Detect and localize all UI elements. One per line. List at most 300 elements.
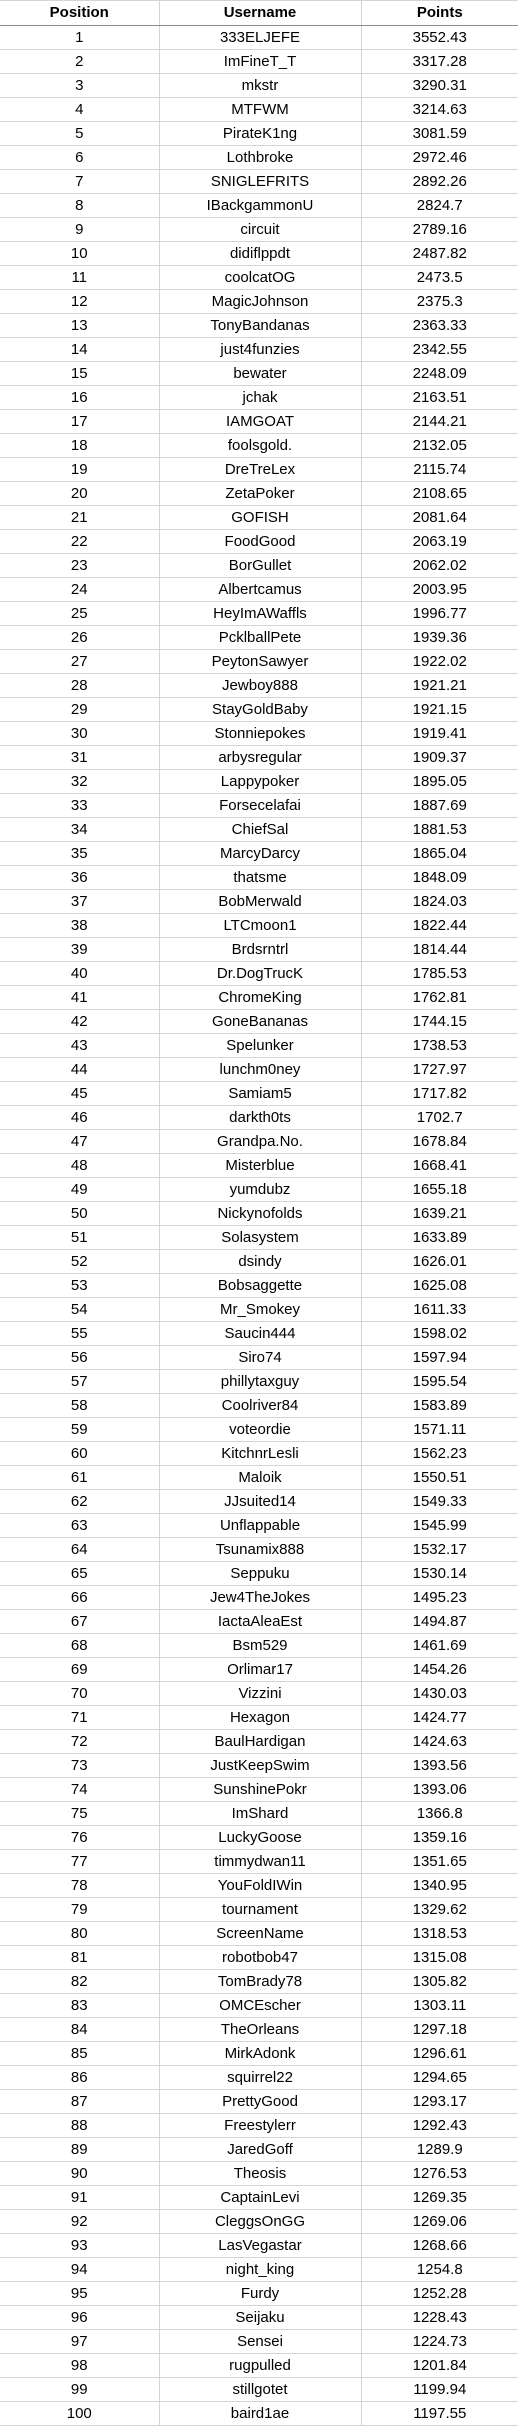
position-cell: 44: [0, 1058, 159, 1082]
username-cell: MagicJohnson: [159, 290, 361, 314]
username-cell: Solasystem: [159, 1226, 361, 1250]
table-row: [0, 1970, 518, 1994]
points-cell: 2063.19: [361, 530, 518, 554]
table-row: [0, 1370, 518, 1394]
table-row: [0, 1634, 518, 1658]
username-cell: lunchm0ney: [159, 1058, 361, 1082]
points-cell: 1297.18: [361, 2018, 518, 2042]
points-cell: 1678.84: [361, 1130, 518, 1154]
position-cell: 25: [0, 602, 159, 626]
points-cell: 1626.01: [361, 1250, 518, 1274]
points-cell: 1922.02: [361, 650, 518, 674]
table-row: [0, 1514, 518, 1538]
position-cell: 33: [0, 794, 159, 818]
points-cell: 1293.17: [361, 2090, 518, 2114]
table-row: [0, 1850, 518, 1874]
table-row: [0, 2378, 518, 2402]
position-cell: 67: [0, 1610, 159, 1634]
table-row: [0, 1490, 518, 1514]
points-cell: 1919.41: [361, 722, 518, 746]
username-cell: ScreenName: [159, 1922, 361, 1946]
points-cell: 1430.03: [361, 1682, 518, 1706]
table-row: [0, 698, 518, 722]
points-cell: 1532.17: [361, 1538, 518, 1562]
points-cell: 1294.65: [361, 2066, 518, 2090]
position-cell: 54: [0, 1298, 159, 1322]
username-cell: squirrel22: [159, 2066, 361, 2090]
position-cell: 35: [0, 842, 159, 866]
header-row: [0, 1, 518, 26]
points-cell: 1530.14: [361, 1562, 518, 1586]
position-cell: 52: [0, 1250, 159, 1274]
position-cell: 22: [0, 530, 159, 554]
username-cell: Theosis: [159, 2162, 361, 2186]
table-row: [0, 1706, 518, 1730]
position-cell: 6: [0, 146, 159, 170]
position-cell: 14: [0, 338, 159, 362]
table-row: [0, 1130, 518, 1154]
points-cell: 1865.04: [361, 842, 518, 866]
points-cell: 1655.18: [361, 1178, 518, 1202]
username-column-header: Username: [159, 1, 361, 26]
username-cell: Jew4TheJokes: [159, 1586, 361, 1610]
position-cell: 11: [0, 266, 159, 290]
position-cell: 51: [0, 1226, 159, 1250]
points-cell: 1318.53: [361, 1922, 518, 1946]
table-row: [0, 1106, 518, 1130]
username-cell: BaulHardigan: [159, 1730, 361, 1754]
table-row: [0, 434, 518, 458]
position-cell: 50: [0, 1202, 159, 1226]
position-cell: 75: [0, 1802, 159, 1826]
points-cell: 1814.44: [361, 938, 518, 962]
table-row: [0, 338, 518, 362]
table-row: [0, 170, 518, 194]
table-row: [0, 2402, 518, 2426]
points-cell: 1252.28: [361, 2282, 518, 2306]
points-cell: 1625.08: [361, 1274, 518, 1298]
username-cell: yumdubz: [159, 1178, 361, 1202]
username-cell: SunshinePokr: [159, 1778, 361, 1802]
username-cell: mkstr: [159, 74, 361, 98]
table-row: [0, 2234, 518, 2258]
table-row: [0, 1274, 518, 1298]
username-cell: JaredGoff: [159, 2138, 361, 2162]
username-cell: OMCEscher: [159, 1994, 361, 2018]
points-cell: 1822.44: [361, 914, 518, 938]
username-cell: PeytonSawyer: [159, 650, 361, 674]
points-cell: 1254.8: [361, 2258, 518, 2282]
table-row: [0, 650, 518, 674]
position-cell: 70: [0, 1682, 159, 1706]
username-cell: robotbob47: [159, 1946, 361, 1970]
position-cell: 39: [0, 938, 159, 962]
points-cell: 2144.21: [361, 410, 518, 434]
table-row: [0, 1226, 518, 1250]
position-cell: 34: [0, 818, 159, 842]
table-row: [0, 1754, 518, 1778]
table-row: [0, 1202, 518, 1226]
points-cell: 1549.33: [361, 1490, 518, 1514]
table-row: [0, 2162, 518, 2186]
position-cell: 68: [0, 1634, 159, 1658]
position-cell: 88: [0, 2114, 159, 2138]
points-cell: 2375.3: [361, 290, 518, 314]
table-row: [0, 1994, 518, 2018]
position-cell: 3: [0, 74, 159, 98]
username-cell: ZetaPoker: [159, 482, 361, 506]
username-cell: Jewboy888: [159, 674, 361, 698]
points-cell: 1199.94: [361, 2378, 518, 2402]
points-cell: 1921.15: [361, 698, 518, 722]
username-cell: Spelunker: [159, 1034, 361, 1058]
position-cell: 83: [0, 1994, 159, 2018]
table-row: [0, 218, 518, 242]
table-row: [0, 122, 518, 146]
table-row: [0, 2090, 518, 2114]
username-cell: JustKeepSwim: [159, 1754, 361, 1778]
points-cell: 1268.66: [361, 2234, 518, 2258]
table-row: [0, 1730, 518, 1754]
table-row: [0, 842, 518, 866]
table-row: [0, 1538, 518, 1562]
table-row: [0, 602, 518, 626]
username-cell: ChiefSal: [159, 818, 361, 842]
table-row: [0, 2042, 518, 2066]
table-row: [0, 890, 518, 914]
username-cell: HeyImAWaffls: [159, 602, 361, 626]
position-cell: 29: [0, 698, 159, 722]
position-cell: 77: [0, 1850, 159, 1874]
position-cell: 37: [0, 890, 159, 914]
points-cell: 1289.9: [361, 2138, 518, 2162]
points-cell: 2972.46: [361, 146, 518, 170]
points-cell: 1305.82: [361, 1970, 518, 1994]
points-cell: 1197.55: [361, 2402, 518, 2426]
position-cell: 94: [0, 2258, 159, 2282]
position-cell: 24: [0, 578, 159, 602]
username-cell: MTFWM: [159, 98, 361, 122]
username-cell: ImShard: [159, 1802, 361, 1826]
username-cell: JJsuited14: [159, 1490, 361, 1514]
points-cell: 1909.37: [361, 746, 518, 770]
table-row: [0, 626, 518, 650]
username-cell: darkth0ts: [159, 1106, 361, 1130]
username-cell: foolsgold.: [159, 434, 361, 458]
points-cell: 1598.02: [361, 1322, 518, 1346]
table-row: [0, 1178, 518, 1202]
position-cell: 10: [0, 242, 159, 266]
table-row: [0, 314, 518, 338]
username-cell: CleggsOnGG: [159, 2210, 361, 2234]
username-cell: CaptainLevi: [159, 2186, 361, 2210]
position-cell: 60: [0, 1442, 159, 1466]
username-cell: LuckyGoose: [159, 1826, 361, 1850]
points-cell: 1887.69: [361, 794, 518, 818]
username-cell: Misterblue: [159, 1154, 361, 1178]
position-cell: 9: [0, 218, 159, 242]
table-row: [0, 2114, 518, 2138]
username-cell: LasVegastar: [159, 2234, 361, 2258]
table-row: [0, 2186, 518, 2210]
points-cell: 1224.73: [361, 2330, 518, 2354]
table-row: [0, 2066, 518, 2090]
table-row: [0, 266, 518, 290]
position-cell: 62: [0, 1490, 159, 1514]
table-row: [0, 1610, 518, 1634]
table-row: [0, 242, 518, 266]
username-cell: DreTreLex: [159, 458, 361, 482]
username-cell: BorGullet: [159, 554, 361, 578]
points-cell: 1393.06: [361, 1778, 518, 1802]
table-row: [0, 1826, 518, 1850]
position-cell: 93: [0, 2234, 159, 2258]
position-cell: 84: [0, 2018, 159, 2042]
table-row: [0, 290, 518, 314]
username-cell: IactaAleaEst: [159, 1610, 361, 1634]
username-cell: StayGoldBaby: [159, 698, 361, 722]
position-cell: 16: [0, 386, 159, 410]
position-cell: 65: [0, 1562, 159, 1586]
position-cell: 20: [0, 482, 159, 506]
points-cell: 1550.51: [361, 1466, 518, 1490]
position-cell: 49: [0, 1178, 159, 1202]
username-cell: KitchnrLesli: [159, 1442, 361, 1466]
position-cell: 82: [0, 1970, 159, 1994]
position-cell: 100: [0, 2402, 159, 2426]
points-cell: 2487.82: [361, 242, 518, 266]
position-cell: 30: [0, 722, 159, 746]
table-row: [0, 1922, 518, 1946]
position-cell: 57: [0, 1370, 159, 1394]
position-column-header: Position: [0, 1, 159, 26]
table-row: [0, 986, 518, 1010]
username-cell: bewater: [159, 362, 361, 386]
points-cell: 1545.99: [361, 1514, 518, 1538]
position-cell: 79: [0, 1898, 159, 1922]
username-cell: TonyBandanas: [159, 314, 361, 338]
table-row: [0, 1346, 518, 1370]
username-cell: PrettyGood: [159, 2090, 361, 2114]
username-cell: phillytaxguy: [159, 1370, 361, 1394]
position-cell: 87: [0, 2090, 159, 2114]
points-cell: 1824.03: [361, 890, 518, 914]
position-cell: 92: [0, 2210, 159, 2234]
position-cell: 15: [0, 362, 159, 386]
position-cell: 32: [0, 770, 159, 794]
username-cell: Hexagon: [159, 1706, 361, 1730]
table-row: [0, 1082, 518, 1106]
position-cell: 45: [0, 1082, 159, 1106]
table-row: [0, 722, 518, 746]
table-row: [0, 1058, 518, 1082]
username-cell: FoodGood: [159, 530, 361, 554]
username-cell: TheOrleans: [159, 2018, 361, 2042]
position-cell: 85: [0, 2042, 159, 2066]
table-row: [0, 26, 518, 50]
table-row: [0, 1778, 518, 1802]
points-cell: 2248.09: [361, 362, 518, 386]
points-cell: 2342.55: [361, 338, 518, 362]
username-cell: jchak: [159, 386, 361, 410]
position-cell: 91: [0, 2186, 159, 2210]
username-cell: 333ELJEFE: [159, 26, 361, 50]
position-cell: 86: [0, 2066, 159, 2090]
username-cell: IAMGOAT: [159, 410, 361, 434]
table-row: [0, 146, 518, 170]
username-cell: night_king: [159, 2258, 361, 2282]
table-row: [0, 794, 518, 818]
points-cell: 1996.77: [361, 602, 518, 626]
username-cell: ImFineT_T: [159, 50, 361, 74]
table-row: [0, 2306, 518, 2330]
username-cell: circuit: [159, 218, 361, 242]
table-row: [0, 1682, 518, 1706]
position-cell: 89: [0, 2138, 159, 2162]
points-cell: 2003.95: [361, 578, 518, 602]
position-cell: 99: [0, 2378, 159, 2402]
table-row: [0, 530, 518, 554]
points-cell: 1366.8: [361, 1802, 518, 1826]
username-cell: Nickynofolds: [159, 1202, 361, 1226]
points-cell: 1848.09: [361, 866, 518, 890]
position-cell: 27: [0, 650, 159, 674]
username-cell: GOFISH: [159, 506, 361, 530]
points-cell: 1921.21: [361, 674, 518, 698]
username-cell: MirkAdonk: [159, 2042, 361, 2066]
position-cell: 74: [0, 1778, 159, 1802]
table-row: [0, 554, 518, 578]
points-cell: 1329.62: [361, 1898, 518, 1922]
table-row: [0, 1010, 518, 1034]
position-cell: 7: [0, 170, 159, 194]
points-cell: 1495.23: [361, 1586, 518, 1610]
position-cell: 96: [0, 2306, 159, 2330]
username-cell: SNIGLEFRITS: [159, 170, 361, 194]
points-cell: 1633.89: [361, 1226, 518, 1250]
table-row: [0, 1298, 518, 1322]
username-cell: Coolriver84: [159, 1394, 361, 1418]
table-row: [0, 818, 518, 842]
position-cell: 26: [0, 626, 159, 650]
points-cell: 3214.63: [361, 98, 518, 122]
username-cell: Dr.DogTrucK: [159, 962, 361, 986]
points-cell: 1296.61: [361, 2042, 518, 2066]
username-cell: Lappypoker: [159, 770, 361, 794]
position-cell: 73: [0, 1754, 159, 1778]
points-cell: 1668.41: [361, 1154, 518, 1178]
username-cell: stillgotet: [159, 2378, 361, 2402]
points-cell: 1595.54: [361, 1370, 518, 1394]
table-row: [0, 1322, 518, 1346]
table-row: [0, 50, 518, 74]
points-cell: 1303.11: [361, 1994, 518, 2018]
position-cell: 41: [0, 986, 159, 1010]
username-cell: Maloik: [159, 1466, 361, 1490]
points-cell: 1881.53: [361, 818, 518, 842]
table-row: [0, 1946, 518, 1970]
points-cell: 3081.59: [361, 122, 518, 146]
username-cell: Grandpa.No.: [159, 1130, 361, 1154]
username-cell: Vizzini: [159, 1682, 361, 1706]
table-row: [0, 1586, 518, 1610]
username-cell: YouFoldIWin: [159, 1874, 361, 1898]
position-cell: 18: [0, 434, 159, 458]
position-cell: 5: [0, 122, 159, 146]
points-cell: 2062.02: [361, 554, 518, 578]
points-cell: 1939.36: [361, 626, 518, 650]
points-cell: 3290.31: [361, 74, 518, 98]
points-cell: 1454.26: [361, 1658, 518, 1682]
position-cell: 40: [0, 962, 159, 986]
points-cell: 2132.05: [361, 434, 518, 458]
position-cell: 19: [0, 458, 159, 482]
points-cell: 2363.33: [361, 314, 518, 338]
table-row: [0, 1874, 518, 1898]
points-cell: 1744.15: [361, 1010, 518, 1034]
username-cell: PirateK1ng: [159, 122, 361, 146]
points-cell: 1611.33: [361, 1298, 518, 1322]
points-cell: 1276.53: [361, 2162, 518, 2186]
username-cell: thatsme: [159, 866, 361, 890]
position-cell: 47: [0, 1130, 159, 1154]
table-row: [0, 1898, 518, 1922]
username-cell: timmydwan11: [159, 1850, 361, 1874]
username-cell: arbysregular: [159, 746, 361, 770]
username-cell: Bobsaggette: [159, 1274, 361, 1298]
points-cell: 1895.05: [361, 770, 518, 794]
points-cell: 1340.95: [361, 1874, 518, 1898]
points-cell: 2115.74: [361, 458, 518, 482]
username-cell: Siro74: [159, 1346, 361, 1370]
points-cell: 1597.94: [361, 1346, 518, 1370]
position-cell: 21: [0, 506, 159, 530]
table-row: [0, 386, 518, 410]
points-cell: 1359.16: [361, 1826, 518, 1850]
points-cell: 1424.77: [361, 1706, 518, 1730]
position-cell: 90: [0, 2162, 159, 2186]
username-cell: GoneBananas: [159, 1010, 361, 1034]
position-cell: 12: [0, 290, 159, 314]
points-cell: 1727.97: [361, 1058, 518, 1082]
table-row: [0, 866, 518, 890]
table-row: [0, 962, 518, 986]
username-cell: Samiam5: [159, 1082, 361, 1106]
points-cell: 1785.53: [361, 962, 518, 986]
table-row: [0, 1658, 518, 1682]
position-cell: 71: [0, 1706, 159, 1730]
username-cell: Sensei: [159, 2330, 361, 2354]
username-cell: Lothbroke: [159, 146, 361, 170]
points-cell: 1571.11: [361, 1418, 518, 1442]
position-cell: 98: [0, 2354, 159, 2378]
table-row: [0, 1250, 518, 1274]
table-row: [0, 1154, 518, 1178]
table-row: [0, 1394, 518, 1418]
table-row: [0, 2210, 518, 2234]
username-cell: Bsm529: [159, 1634, 361, 1658]
position-cell: 55: [0, 1322, 159, 1346]
position-cell: 76: [0, 1826, 159, 1850]
table-row: [0, 674, 518, 698]
username-cell: Brdsrntrl: [159, 938, 361, 962]
username-cell: BobMerwald: [159, 890, 361, 914]
username-cell: Mr_Smokey: [159, 1298, 361, 1322]
position-cell: 46: [0, 1106, 159, 1130]
table-row: [0, 1034, 518, 1058]
username-cell: Seppuku: [159, 1562, 361, 1586]
username-cell: Stonniepokes: [159, 722, 361, 746]
